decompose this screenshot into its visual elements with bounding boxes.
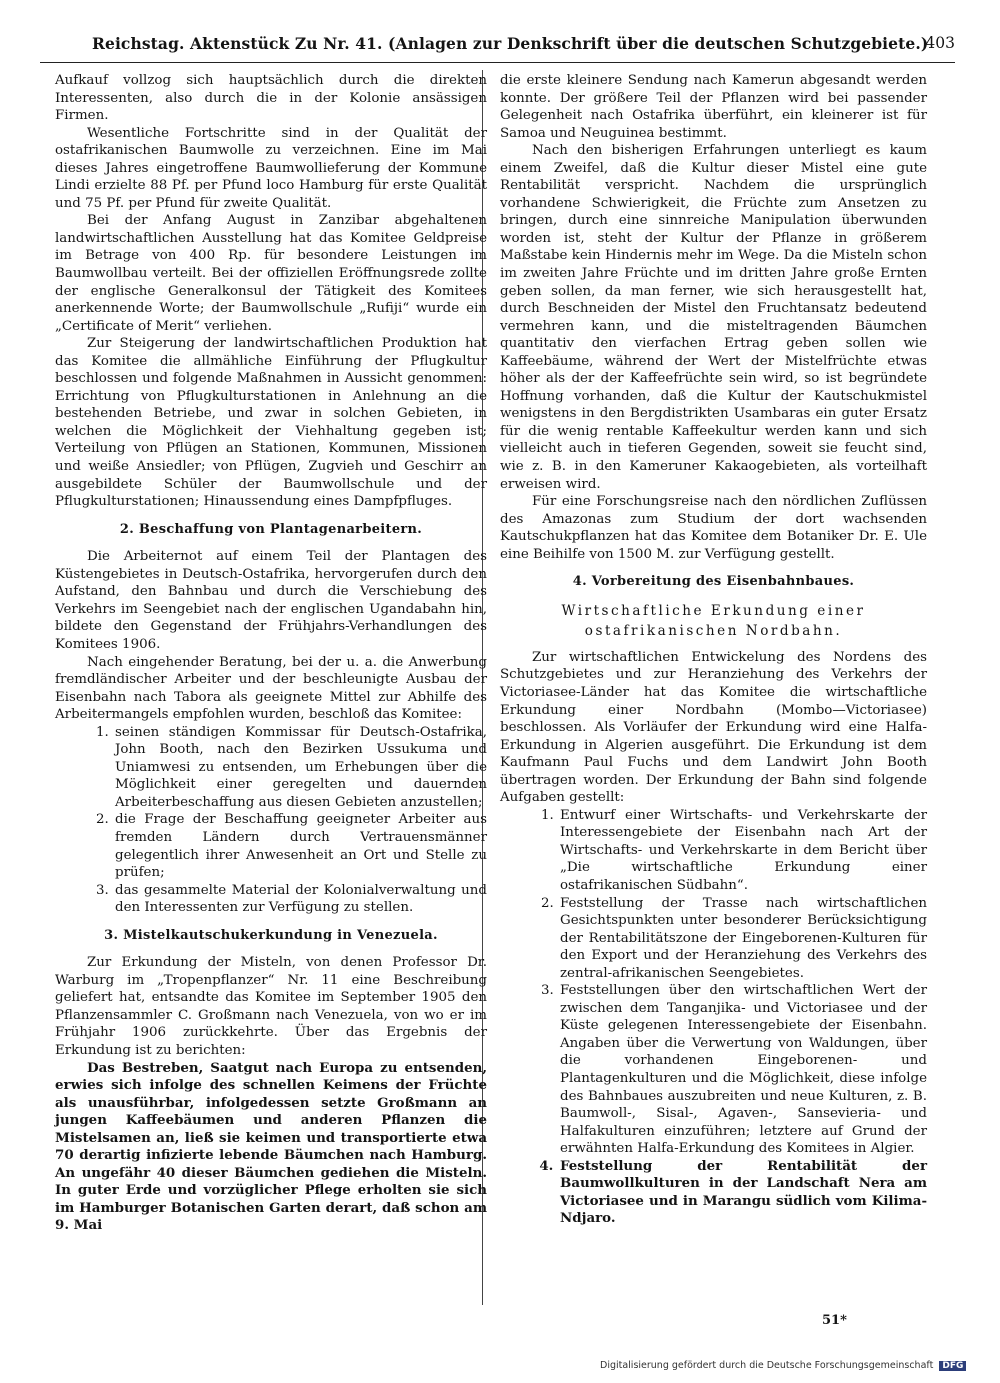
list-item: 2. die Frage der Beschaffung geeigneter Arbeiter aus fremden Ländern durch Vertrauensmänner gelegentlich ihrer Anwesenheit an Ort und Stelle zu prüfen; xyxy=(113,811,487,881)
section-heading: 3. Mistelkautschukerkundung in Venezuela. xyxy=(104,927,438,943)
paragraph: Für eine Forschungsreise nach den nördlichen Zuflüssen des Amazonas zum Studium der dort wachsenden Kautschukpflanzen hat das Komitee dem Botaniker Dr. E. Ule eine Beihilfe von 1500 M. zur Verfügung gestellt. xyxy=(500,494,927,562)
list-item: 1. Entwurf einer Wirtschafts- und Verkehrskarte der Interessengebiete der Eisenbahn nach Art der Wirtschafts- und Verkehrskarte in dem Bericht über „Die wirtschaftliche Erkundung einer ostafrikanischen Südbahn“. xyxy=(558,807,927,895)
list-item: 2. Feststellung der Trasse nach wirtschaftlichen Gesichtspunkten unter besonderer Berücksichtigung der Rentabilitätszone der Eingeborenen-Kulturen für den Export und der Heranziehung des Verkehrs des zentral-afrikanischen Seengebietes. xyxy=(558,895,927,983)
digitization-footer xyxy=(600,1360,966,1371)
paragraph: Die Arbeiternot auf einem Teil der Plantagen des Küstengebietes in Deutsch-Ostafrika, hervorgerufen durch den Aufstand, den Bahnbau und durch die Verschiebung des Verkehrs im Seengebiet nach der englischen Ugandabahn hin, bildete den Gegenstand der Frühjahrs-Verhandlungen des Komitees 1906. xyxy=(55,549,487,652)
paragraph: Aufkauf vollzog sich hauptsächlich durch die direkten Interessenten, also durch die in der Kolonie ansässigen Firmen. xyxy=(55,73,487,124)
numbered-list xyxy=(55,724,487,917)
paragraph: Zur Steigerung der landwirtschaftlichen Produktion hat das Komitee die allmähliche Einführung der Pflugkultur beschlossen und folgende Maßnahmen in Aussicht genommen: Errichtung von Pflugkulturstationen in Anlehnung an die bestehenden Betriebe, und zwar in solchen Gebieten, in welchen die Möglichkeit der Viehhaltung gegeben ist; Verteilung von Pflügen an Stationen, Kommunen, Missionen und weiße Ansiedler; von Pflügen, Zugvieh und Geschirr an ausgebildete Schüler der Baumwollschule und der Pflugkulturstationen; Hinaussendung eines Dampfpfluges. xyxy=(55,336,487,510)
running-title: Reichstag. Aktenstück Zu Nr. 41. (Anlagen zur Denkschrift über die deutschen Schutzgebiete.) xyxy=(92,34,929,53)
signature-mark: 51* xyxy=(822,1313,847,1328)
paragraph: Zur wirtschaftlichen Entwickelung des Nordens des Schutzgebietes und zur Heranziehung des Verkehrs der Victoriasee-Länder hat das Komitee die wirtschaftliche Erkundung einer Nordbahn (Mombo—Victoriasee) beschlossen. Als Vorläufer der Erkundung wird eine Halfa-Erkundung in Algerien ausgeführt. Die Erkundung ist dem Kaufmann Paul Fuchs und dem Landwirt John Booth übertragen worden. Der Erkundung der Bahn sind folgende Aufgaben gestellt: xyxy=(500,649,927,806)
paragraph: Wesentliche Fortschritte sind in der Qualität der ostafrikanischen Baumwolle zu verzeichnen. Eine im Mai dieses Jahres eingetroffene Baumwollieferung der Kommune Lindi erzielte 88 Pf. per Pfund loco Hamburg für erste Qualität und 75 Pf. per Pfund für zweite Qualität. xyxy=(55,125,487,211)
list-item: 3. Feststellungen über den wirtschaftlichen Wert der zwischen dem Tanganjika- und Victoriasee und der Küste gelegenen Interessengebiete der Eisenbahn. Angaben über die Verwertung von Waldungen, über die vorhandenen Eingeborenen- und Plantagenkulturen und die Möglichkeit, diese infolge des Bahnbaues auszubreiten und neue Kulturen, z. B. Baumwoll-, Sisal-, Agaven-, Sansevieria- und Halfakulturen einzuführen; letztere auf Grund der erwähnten Halfa-Erkundung des Komitees in Algier. xyxy=(558,982,927,1157)
page-number: 403 xyxy=(925,34,955,52)
left-column xyxy=(55,72,487,1235)
paragraph: Zur Erkundung der Misteln, von denen Professor Dr. Warburg im „Tropenpflanzer“ Nr. 11 eine Beschreibung geliefert hat, entsandte das Komitee im September 1905 den Pflanzensammler C. Großmann nach Venezuela, von wo er im Frühjahr 1906 zurückkehrte. Über das Ergebnis der Erkundung ist zu berichten: xyxy=(55,955,487,1058)
list-item: 4. Feststellung der Rentabilität der Baumwollkulturen in der Landschaft Nera am Victoriasee und in Marangu südlich vom Kilima-Ndjaro. xyxy=(558,1158,927,1228)
list-item: 3. das gesammelte Material der Kolonialverwaltung und den Interessenten zur Verfügung zu stellen. xyxy=(113,882,487,917)
paragraph: Bei der Anfang August in Zanzibar abgehaltenen landwirtschaftlichen Ausstellung hat das Komitee Geldpreise im Betrage von 400 Rp. für besondere Leistungen im Baumwollbau verteilt. Bei der offiziellen Eröffnungsrede zollte der englische Generalkonsul der Tätigkeit des Komitees anerkennende Worte; der Baumwollschule „Rufiji“ wurde ein „Certificate of Merit“ verliehen. xyxy=(55,213,487,334)
numbered-list xyxy=(500,807,927,1228)
dfg-logo: DFG xyxy=(939,1361,966,1371)
paragraph: die erste kleinere Sendung nach Kamerun abgesandt werden konnte. Der größere Teil der Pflanzen wird bei passender Gelegenheit nach Ostafrika überführt, ein kleinerer ist für Samoa und Neuguinea bestimmt. xyxy=(500,73,927,141)
subsection-heading: Wirtschaftliche Erkundung einer ostafrikanischen Nordbahn. xyxy=(561,602,866,639)
page-header xyxy=(40,32,955,63)
paragraph: Nach den bisherigen Erfahrungen unterliegt es kaum einem Zweifel, daß die Kultur dieser Mistel eine gute Rentabilität verspricht. Nachdem die ursprünglich vorhandene Schwierigkeit, die Früchte zum Ansetzen zu bringen, durch eine sinnreiche Manipulation überwunden worden ist, steht der Kultur der Pflanze in größerem Maßstabe kein Hindernis mehr im Wege. Da die Misteln schon im zweiten Jahre Früchte und im dritten Jahre große Ernten geben sollen, da man ferner, wie sich herausgestellt hat, durch Beschneiden der Mistel den Fruchtansatz bedeutend vermehren kann, und die misteltragenden Bäumchen quantitativ den vierfachen Ertrag geben sollen wie Kaffeebäume, während der Wert der Mistelfrüchte etwas höher als der der Kaffeefrüchte sein wird, so ist begründete Hoffnung vorhanden, daß die Kultur der Kautschukmistel wenigstens in den Bergdistrikten Usambaras ein guter Ersatz für die wenig rentable Kaffeekultur werden kann und sich vielleicht auch in tieferen Gegenden, soweit sie feucht sind, wie z. B. in den Kameruner Kakaogebieten, als vorteilhaft erweisen wird. xyxy=(500,143,927,492)
section-heading: 2. Beschaffung von Plantagenarbeitern. xyxy=(119,521,423,537)
section-heading: 4. Vorbereitung des Eisenbahnbaues. xyxy=(572,574,855,590)
right-column xyxy=(500,72,927,1228)
footer-text: Digitalisierung gefördert durch die Deutsche Forschungsgemeinschaft xyxy=(600,1360,934,1371)
paragraph: Das Bestreben, Saatgut nach Europa zu entsenden, erwies sich infolge des schnellen Keimens der Früchte als unausführbar, infolgedessen setzte Großmann an jungen Kaffeebäumen und anderen Pflanzen die Mistelsamen an, ließ sie keimen und transportierte etwa 70 derartig infizierte lebende Bäumchen nach Hamburg. An ungefähr 40 dieser Bäumchen gediehen die Misteln. In guter Erde und vorzüglicher Pflege erholten sie sich im Hamburger Botanischen Garten derart, daß schon am 9. Mai xyxy=(55,1059,487,1234)
paragraph: Nach eingehender Beratung, bei der u. a. die Anwerbung fremdländischer Arbeiter und der beschleunigte Ausbau der Eisenbahn nach Tabora als geeignete Mittel zur Abhilfe des Arbeitermangels empfohlen wurden, beschloß das Komitee: xyxy=(55,654,487,723)
list-item: 1. seinen ständigen Kommissar für Deutsch-Ostafrika, John Booth, nach den Bezirken Ussukuma und Uniamwesi zu entsenden, um Erhebungen über die Möglichkeit einer geregelten und dauernden Arbeiterbeschaffung aus diesen Gebieten anzustellen; xyxy=(113,724,487,812)
